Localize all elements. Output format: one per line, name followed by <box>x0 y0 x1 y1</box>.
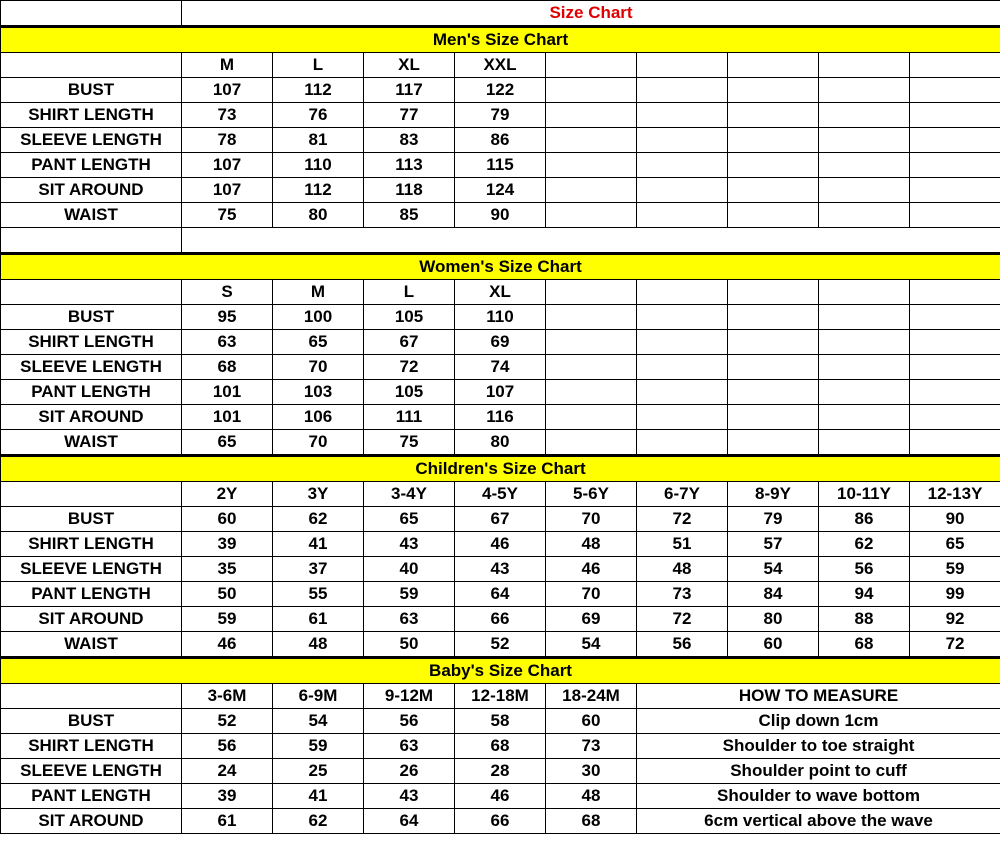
value-cell: 81 <box>273 128 364 153</box>
value-cell: 56 <box>637 632 728 658</box>
value-cell: 78 <box>182 128 273 153</box>
value-cell: 62 <box>273 507 364 532</box>
row-label: WAIST <box>1 632 182 658</box>
chart-title: Size Chart <box>182 1 1000 27</box>
value-cell: 39 <box>182 532 273 557</box>
table-row <box>1 153 1000 178</box>
table-row <box>1 128 1000 153</box>
children-size-row <box>1 482 1000 507</box>
value-cell: 68 <box>455 734 546 759</box>
value-cell: 63 <box>182 330 273 355</box>
value-cell: 86 <box>819 507 910 532</box>
value-cell: 60 <box>182 507 273 532</box>
value-cell: 77 <box>364 103 455 128</box>
value-cell: 84 <box>728 582 819 607</box>
value-cell: 99 <box>910 582 1000 607</box>
value-cell: 112 <box>273 178 364 203</box>
value-cell: 79 <box>728 507 819 532</box>
value-cell: 60 <box>546 709 637 734</box>
children-section-header: Children's Size Chart <box>1 456 1000 482</box>
size-header: 9-12M <box>364 684 455 709</box>
men-size-row <box>1 53 1000 78</box>
value-cell: 59 <box>182 607 273 632</box>
row-label: PANT LENGTH <box>1 784 182 809</box>
size-header: 8-9Y <box>728 482 819 507</box>
size-header: 6-9M <box>273 684 364 709</box>
men-spacer-row <box>1 228 1000 254</box>
table-row <box>1 203 1000 228</box>
value-cell: 58 <box>455 709 546 734</box>
value-cell: 68 <box>182 355 273 380</box>
value-cell: 56 <box>182 734 273 759</box>
value-cell: 65 <box>910 532 1000 557</box>
row-label: BUST <box>1 507 182 532</box>
size-header: 4-5Y <box>455 482 546 507</box>
value-cell: 73 <box>546 734 637 759</box>
value-cell: 80 <box>728 607 819 632</box>
value-cell: 112 <box>273 78 364 103</box>
value-cell: 63 <box>364 607 455 632</box>
row-label: SLEEVE LENGTH <box>1 355 182 380</box>
size-header: XL <box>455 280 546 305</box>
value-cell: 65 <box>182 430 273 456</box>
row-label: SLEEVE LENGTH <box>1 557 182 582</box>
value-cell: 50 <box>364 632 455 658</box>
children-size-corner <box>1 482 182 507</box>
value-cell: 83 <box>364 128 455 153</box>
value-cell: 113 <box>364 153 455 178</box>
size-chart-body <box>1 1 1000 834</box>
value-cell: 25 <box>273 759 364 784</box>
how-to-measure-cell: 6cm vertical above the wave <box>637 809 1000 834</box>
value-cell: 74 <box>455 355 546 380</box>
row-label: SHIRT LENGTH <box>1 103 182 128</box>
value-cell: 54 <box>728 557 819 582</box>
table-row <box>1 557 1000 582</box>
women-section-header: Women's Size Chart <box>1 254 1000 280</box>
value-cell: 75 <box>182 203 273 228</box>
value-cell: 59 <box>273 734 364 759</box>
value-cell: 56 <box>819 557 910 582</box>
value-cell: 65 <box>273 330 364 355</box>
value-cell: 69 <box>455 330 546 355</box>
how-to-measure-cell: Clip down 1cm <box>637 709 1000 734</box>
value-cell: 101 <box>182 405 273 430</box>
table-row <box>1 632 1000 658</box>
row-label: PANT LENGTH <box>1 582 182 607</box>
size-header: XL <box>364 53 455 78</box>
value-cell: 86 <box>455 128 546 153</box>
value-cell: 57 <box>728 532 819 557</box>
row-label: WAIST <box>1 203 182 228</box>
value-cell: 106 <box>273 405 364 430</box>
table-row <box>1 355 1000 380</box>
value-cell: 40 <box>364 557 455 582</box>
table-row <box>1 178 1000 203</box>
row-label: SIT AROUND <box>1 178 182 203</box>
table-row <box>1 330 1000 355</box>
women-section-header-row <box>1 254 1000 280</box>
size-header: L <box>364 280 455 305</box>
value-cell: 59 <box>364 582 455 607</box>
value-cell: 66 <box>455 809 546 834</box>
value-cell: 105 <box>364 305 455 330</box>
value-cell: 62 <box>273 809 364 834</box>
table-row <box>1 430 1000 456</box>
value-cell: 41 <box>273 784 364 809</box>
value-cell: 75 <box>364 430 455 456</box>
baby-section-header-row <box>1 658 1000 684</box>
title-row <box>1 1 1000 27</box>
value-cell: 61 <box>182 809 273 834</box>
row-label: SLEEVE LENGTH <box>1 759 182 784</box>
size-header: 3Y <box>273 482 364 507</box>
row-label: SIT AROUND <box>1 607 182 632</box>
value-cell: 52 <box>455 632 546 658</box>
value-cell: 54 <box>273 709 364 734</box>
value-cell: 46 <box>546 557 637 582</box>
value-cell: 72 <box>637 507 728 532</box>
size-header: M <box>273 280 364 305</box>
value-cell: 30 <box>546 759 637 784</box>
value-cell: 107 <box>182 178 273 203</box>
row-label: SHIRT LENGTH <box>1 734 182 759</box>
row-label: SIT AROUND <box>1 809 182 834</box>
value-cell: 111 <box>364 405 455 430</box>
value-cell: 72 <box>637 607 728 632</box>
value-cell: 52 <box>182 709 273 734</box>
value-cell: 54 <box>546 632 637 658</box>
men-section-header-row <box>1 27 1000 53</box>
value-cell: 46 <box>455 784 546 809</box>
value-cell: 117 <box>364 78 455 103</box>
size-header: M <box>182 53 273 78</box>
value-cell: 61 <box>273 607 364 632</box>
title-corner-cell <box>1 1 182 27</box>
value-cell: 79 <box>455 103 546 128</box>
value-cell: 65 <box>364 507 455 532</box>
value-cell: 39 <box>182 784 273 809</box>
table-row <box>1 305 1000 330</box>
size-header: 10-11Y <box>819 482 910 507</box>
value-cell: 105 <box>364 380 455 405</box>
how-to-measure-cell: Shoulder point to cuff <box>637 759 1000 784</box>
row-label: WAIST <box>1 430 182 456</box>
value-cell: 122 <box>455 78 546 103</box>
row-label: PANT LENGTH <box>1 380 182 405</box>
size-header: XXL <box>455 53 546 78</box>
children-section-header-row <box>1 456 1000 482</box>
value-cell: 64 <box>455 582 546 607</box>
value-cell: 59 <box>910 557 1000 582</box>
value-cell: 76 <box>273 103 364 128</box>
value-cell: 110 <box>273 153 364 178</box>
size-header: 12-18M <box>455 684 546 709</box>
value-cell: 26 <box>364 759 455 784</box>
value-cell: 46 <box>182 632 273 658</box>
value-cell: 73 <box>182 103 273 128</box>
value-cell: 115 <box>455 153 546 178</box>
value-cell: 70 <box>273 430 364 456</box>
size-header: 18-24M <box>546 684 637 709</box>
value-cell: 48 <box>546 532 637 557</box>
value-cell: 118 <box>364 178 455 203</box>
value-cell: 67 <box>455 507 546 532</box>
baby-section-header: Baby's Size Chart <box>1 658 1000 684</box>
value-cell: 107 <box>455 380 546 405</box>
value-cell: 37 <box>273 557 364 582</box>
row-label: SHIRT LENGTH <box>1 532 182 557</box>
value-cell: 43 <box>364 784 455 809</box>
table-row <box>1 103 1000 128</box>
size-header: L <box>273 53 364 78</box>
value-cell: 90 <box>910 507 1000 532</box>
value-cell: 70 <box>546 507 637 532</box>
value-cell: 69 <box>546 607 637 632</box>
value-cell: 43 <box>455 557 546 582</box>
value-cell: 92 <box>910 607 1000 632</box>
value-cell: 100 <box>273 305 364 330</box>
row-label: SHIRT LENGTH <box>1 330 182 355</box>
table-row <box>1 709 1000 734</box>
value-cell: 56 <box>364 709 455 734</box>
table-row <box>1 380 1000 405</box>
table-row <box>1 759 1000 784</box>
value-cell: 110 <box>455 305 546 330</box>
table-row <box>1 507 1000 532</box>
size-header: S <box>182 280 273 305</box>
value-cell: 85 <box>364 203 455 228</box>
size-header: 6-7Y <box>637 482 728 507</box>
value-cell: 80 <box>273 203 364 228</box>
value-cell: 124 <box>455 178 546 203</box>
value-cell: 90 <box>455 203 546 228</box>
value-cell: 63 <box>364 734 455 759</box>
value-cell: 70 <box>546 582 637 607</box>
table-row <box>1 78 1000 103</box>
value-cell: 68 <box>546 809 637 834</box>
value-cell: 67 <box>364 330 455 355</box>
value-cell: 70 <box>273 355 364 380</box>
value-cell: 68 <box>819 632 910 658</box>
value-cell: 72 <box>910 632 1000 658</box>
table-row <box>1 784 1000 809</box>
value-cell: 62 <box>819 532 910 557</box>
row-label: BUST <box>1 709 182 734</box>
men-section-header: Men's Size Chart <box>1 27 1000 53</box>
size-header: 3-4Y <box>364 482 455 507</box>
women-size-corner <box>1 280 182 305</box>
value-cell: 35 <box>182 557 273 582</box>
men-size-corner <box>1 53 182 78</box>
value-cell: 107 <box>182 153 273 178</box>
value-cell: 101 <box>182 380 273 405</box>
size-header: 3-6M <box>182 684 273 709</box>
table-row <box>1 582 1000 607</box>
how-to-measure-cell: Shoulder to wave bottom <box>637 784 1000 809</box>
value-cell: 103 <box>273 380 364 405</box>
value-cell: 64 <box>364 809 455 834</box>
row-label: BUST <box>1 78 182 103</box>
value-cell: 73 <box>637 582 728 607</box>
value-cell: 43 <box>364 532 455 557</box>
value-cell: 48 <box>546 784 637 809</box>
row-label: SIT AROUND <box>1 405 182 430</box>
value-cell: 51 <box>637 532 728 557</box>
table-row <box>1 809 1000 834</box>
value-cell: 94 <box>819 582 910 607</box>
row-label: BUST <box>1 305 182 330</box>
row-label: SLEEVE LENGTH <box>1 128 182 153</box>
table-row <box>1 532 1000 557</box>
size-header: 5-6Y <box>546 482 637 507</box>
baby-size-row <box>1 684 1000 709</box>
value-cell: 80 <box>455 430 546 456</box>
value-cell: 55 <box>273 582 364 607</box>
women-size-row <box>1 280 1000 305</box>
value-cell: 60 <box>728 632 819 658</box>
table-row <box>1 607 1000 632</box>
value-cell: 95 <box>182 305 273 330</box>
how-to-measure-cell: Shoulder to toe straight <box>637 734 1000 759</box>
value-cell: 66 <box>455 607 546 632</box>
value-cell: 24 <box>182 759 273 784</box>
size-header: 12-13Y <box>910 482 1000 507</box>
value-cell: 50 <box>182 582 273 607</box>
size-header: 2Y <box>182 482 273 507</box>
value-cell: 28 <box>455 759 546 784</box>
how-to-measure-header: HOW TO MEASURE <box>637 684 1000 709</box>
value-cell: 88 <box>819 607 910 632</box>
value-cell: 116 <box>455 405 546 430</box>
table-row <box>1 405 1000 430</box>
value-cell: 41 <box>273 532 364 557</box>
value-cell: 46 <box>455 532 546 557</box>
value-cell: 107 <box>182 78 273 103</box>
value-cell: 72 <box>364 355 455 380</box>
value-cell: 48 <box>637 557 728 582</box>
value-cell: 48 <box>273 632 364 658</box>
row-label: PANT LENGTH <box>1 153 182 178</box>
baby-size-corner <box>1 684 182 709</box>
table-row <box>1 734 1000 759</box>
